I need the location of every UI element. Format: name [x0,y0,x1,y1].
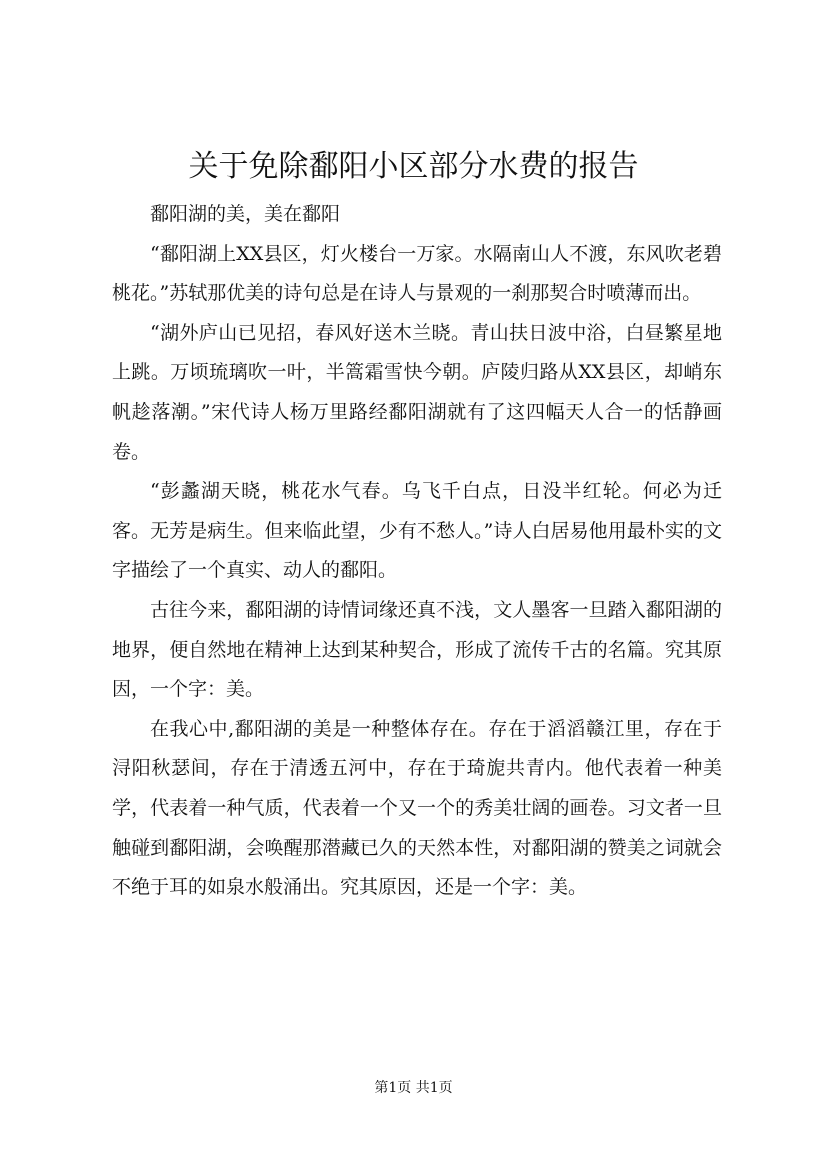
paragraph-6: 在我心中,鄱阳湖的美是一种整体存在。存在于滔滔赣江里，存在于浔阳秋瑟间，存在于清透五河中，存在于琦旎共青内。他代表着一种美学，代表着一种气质，代表着一个又一个的秀美壮阔的画卷。习文者一旦触碰到鄱阳湖，会唤醒那潜藏已久的天然本性，对鄱阳湖的赞美之词就会不绝于耳的如泉水般涌出。究其原因，还是一个字：美。 [112,717,722,899]
paragraph-2: “鄱阳湖上XX县区，灯火楼台一万家。水隔南山人不渡，东风吹老碧桃花。”苏轼那优美的诗句总是在诗人与景观的一刹那契合时喷薄而出。 [112,242,722,305]
document-title: 关于免除鄱阳小区部分水费的报告 [188,149,639,184]
page-number-footer: 第1页 共1页 [374,1080,453,1096]
paragraph-3: “湖外庐山已见招，春风好送木兰晓。青山扶日波中浴，白昼繁星地上跳。万顷琉璃吹一叶，半篙霜雪快今朝。庐陵归路从XX县区，却峭东帆趁落潮。”宋代诗人杨万里路经鄱阳湖就有了这四幅天人合一的恬静画卷。 [112,321,722,463]
paragraph-5: 古往今来，鄱阳湖的诗情词缘还真不浅，文人墨客一旦踏入鄱阳湖的地界，便自然地在精神上达到某种契合，形成了流传千古的名篇。究其原因，一个字：美。 [112,598,722,701]
document-body [112,195,722,908]
paragraph-1: 鄱阳湖的美，美在鄱阳 [150,203,341,225]
paragraph-4: “彭蠡湖天晓，桃花水气春。乌飞千白点，日没半红轮。何必为迁客。无芳是病生。但来临此望，少有不愁人。”诗人白居易他用最朴实的文字描绘了一个真实、动人的鄱阳。 [112,480,722,582]
